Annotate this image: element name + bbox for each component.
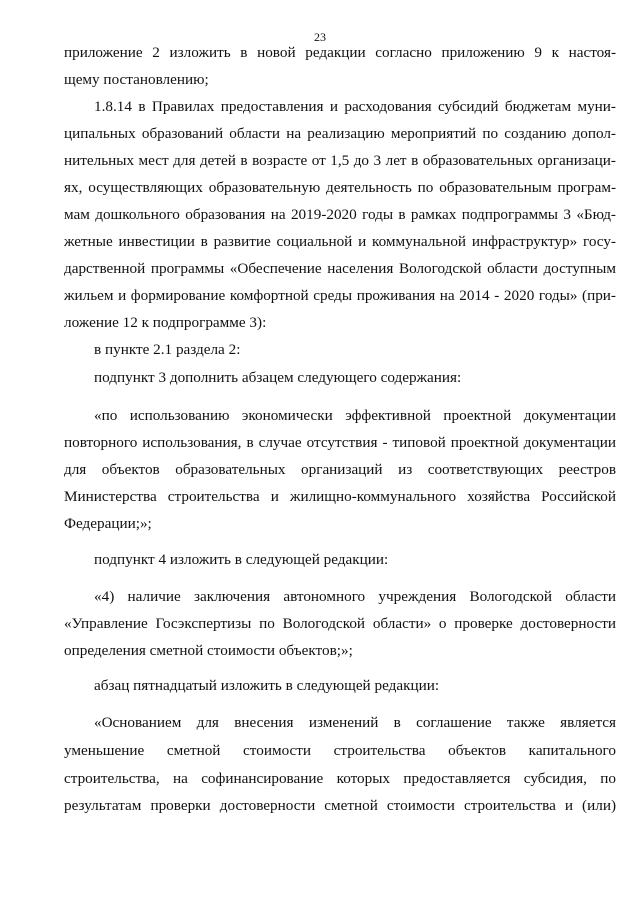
text-line: нительных мест для детей в возрасте от 1,5 до 3 лет в образовательных организаци- (64, 152, 616, 169)
page-number: 23 (314, 30, 326, 44)
text-line: мам дошкольного образования на 2019-2020 годы в рамках подпрограммы 3 «Бюд- (64, 206, 616, 223)
text-line: уменьшение сметной стоимости строительства объектов капитального (64, 742, 616, 759)
text-line: строительства, на софинансирование которых предоставляется субсидия, по (64, 770, 616, 787)
text-line: щему постановлению; (64, 71, 209, 88)
text-line: в пункте 2.1 раздела 2: (94, 341, 241, 358)
text-line: приложение 2 изложить в новой редакции согласно приложению 9 к настоя- (64, 44, 616, 61)
text-line: «4) наличие заключения автономного учреждения Вологодской области (94, 588, 616, 605)
text-line: жетные инвестиции в развитие социальной и коммунальной инфраструктур» госу- (64, 233, 616, 250)
text-line: подпункт 4 изложить в следующей редакции: (94, 551, 389, 568)
text-line: подпункт 3 дополнить абзацем следующего содержания: (94, 369, 462, 386)
text-line: ципальных образований области на реализацию мероприятий по созданию допол- (64, 125, 616, 142)
text-line: дарственной программы «Обеспечение населения Вологодской области доступным (64, 260, 616, 277)
text-line: Федерации;»; (64, 515, 152, 532)
text-line: ложение 12 к подпрограмме 3): (64, 314, 267, 331)
text-line: определения сметной стоимости объектов;»; (64, 642, 353, 659)
text-line: результатам проверки достоверности сметной стоимости строительства и (или) (64, 797, 616, 814)
text-line: «Управление Госэкспертизы по Вологодской области» о проверке достоверности (64, 615, 616, 632)
text-line: абзац пятнадцатый изложить в следующей редакции: (94, 677, 440, 694)
text-line: повторного использования, в случае отсутствия - типовой проектной документации (64, 434, 616, 451)
text-line: Министерства строительства и жилищно-коммунального хозяйства Российской (64, 488, 616, 505)
text-line: ях, осуществляющих образовательную деятельность по образовательным програм- (64, 179, 616, 196)
text-line: «по использованию экономически эффективной проектной документации (94, 407, 616, 424)
text-line: жильем и формирование комфортной среды проживания на 2014 - 2020 годы» (при- (64, 287, 616, 304)
text-line: 1.8.14 в Правилах предоставления и расходования субсидий бюджетам муни- (94, 98, 616, 115)
text-line: «Основанием для внесения изменений в соглашение также является (94, 714, 616, 731)
text-line: для объектов образовательных организаций из соответствующих реестров (64, 461, 616, 478)
